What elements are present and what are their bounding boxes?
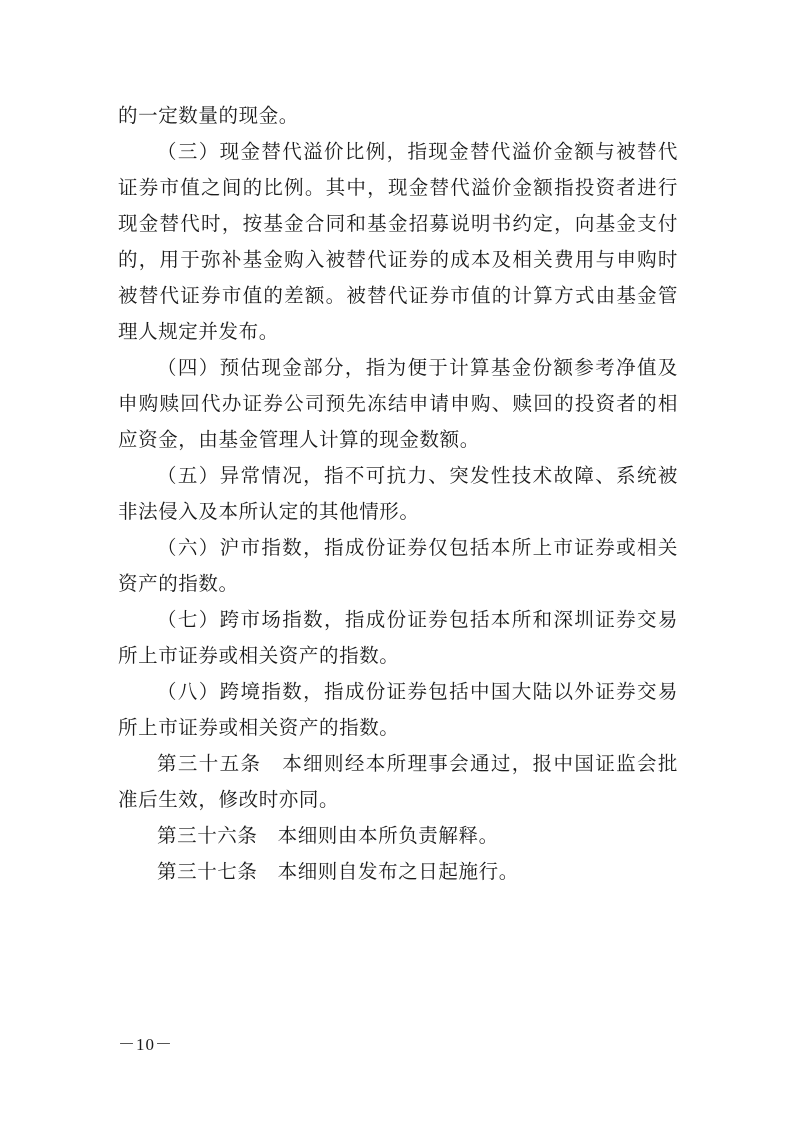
article-36: 第三十六条 本细则由本所负责解释。 xyxy=(157,824,499,847)
document-body xyxy=(118,98,678,890)
paragraph-item-7: （七）跨市场指数，指成份证券包括本所和深圳证券交易所上市证券或相关资产的指数。 xyxy=(118,608,678,667)
paragraph-item-6: （六）沪市指数，指成份证券仅包括本所上市证券或相关资产的指数。 xyxy=(118,536,678,595)
paragraph-item-4: （四）预估现金部分，指为便于计算基金份额参考净值及申购赎回代办证券公司预先冻结申请申购、赎回的投资者的相应资金，由基金管理人计算的现金数额。 xyxy=(118,356,678,451)
page-number: －10－ xyxy=(118,1035,173,1054)
article-37: 第三十七条 本细则自发布之日起施行。 xyxy=(157,860,519,883)
paragraph-item-3: （三）现金替代溢价比例，指现金替代溢价金额与被替代证券市值之间的比例。其中，现金替代溢价金额指投资者进行现金替代时，按基金合同和基金招募说明书约定，向基金支付的，用于弥补基金购入被替代证券的成本及相关费用与申购时被替代证券市值的差额。被替代证券市值的计算方式由基金管理人规定并发布。 xyxy=(118,140,678,343)
paragraph-item-5: （五）异常情况，指不可抗力、突发性技术故障、系统被非法侵入及本所认定的其他情形。 xyxy=(118,464,678,523)
paragraph-item-8: （八）跨境指数，指成份证券包括中国大陆以外证券交易所上市证券或相关资产的指数。 xyxy=(118,680,678,739)
paragraph-continuation: 的一定数量的现金。 xyxy=(118,104,299,127)
article-35: 第三十五条 本细则经本所理事会通过，报中国证监会批准后生效，修改时亦同。 xyxy=(118,752,678,811)
